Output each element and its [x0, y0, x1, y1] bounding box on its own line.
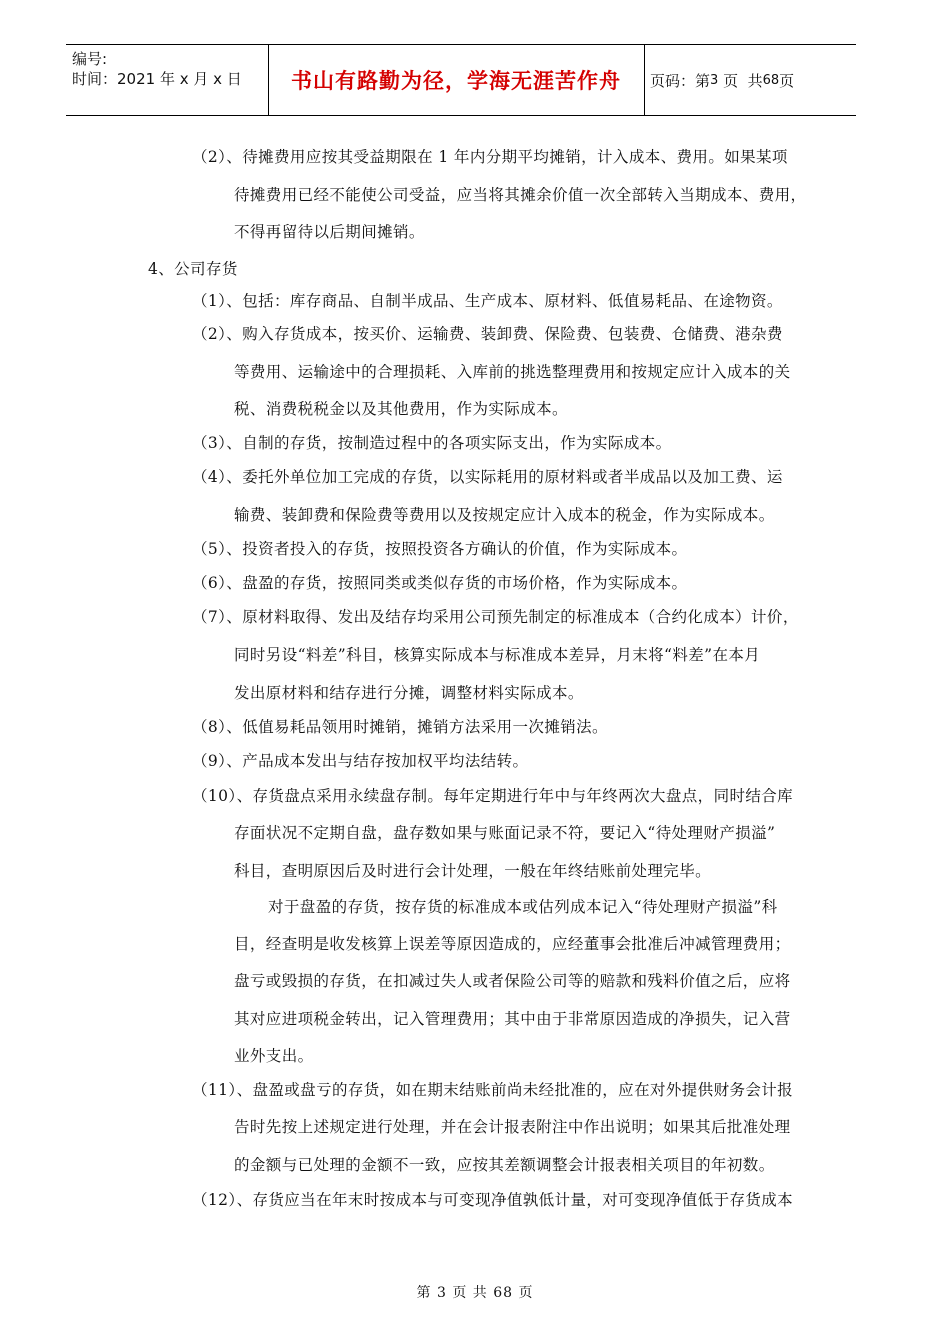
- body-line: （8）、低值易耗品领用时摊销，摊销方法采用一次摊销法。: [192, 718, 608, 736]
- body-line: 目，经查明是收发核算上误差等原因造成的，应经董事会批准后冲减管理费用；: [234, 935, 791, 953]
- body-line: （2）、待摊费用应按其受益期限在 1 年内分期平均摊销，计入成本、费用。如果某项: [192, 148, 788, 166]
- body-line: （1）、包括：库存商品、自制半成品、生产成本、原材料、低值易耗品、在途物资。: [192, 292, 783, 310]
- body-line: 科目，查明原因后及时进行会计处理，一般在年终结账前处理完毕。: [234, 862, 712, 880]
- body-line: 盘亏或毁损的存货，在扣减过失人或者保险公司等的赔款和残料价值之后，应将: [234, 972, 791, 990]
- body-line: （11）、盘盈或盘亏的存货，如在期末结账前尚未经批准的，应在对外提供财务会计报: [192, 1081, 794, 1099]
- page-suffix: 页: [779, 71, 795, 90]
- footer-page-current: 3: [436, 1285, 447, 1301]
- document-time: 时间：2021 年 x 月 x 日: [72, 70, 242, 88]
- header-meta: [72, 49, 242, 89]
- footer-page-total: 68: [493, 1285, 514, 1301]
- page-total: 68: [762, 72, 780, 88]
- body-line: （9）、产品成本发出与结存按加权平均法结转。: [192, 752, 529, 770]
- body-line: 等费用、运输途中的合理损耗、入库前的挑选整理费用和按规定应计入成本的关: [234, 363, 791, 381]
- body-line: 税、消费税税金以及其他费用，作为实际成本。: [234, 400, 568, 418]
- header-motto: 书山有路勤为径，学海无涯苦作舟: [291, 69, 621, 93]
- body-line: 存面状况不定期自盘，盘存数如果与账面记录不符，要记入“待处理财产损溢”: [234, 824, 776, 842]
- body-line: （2）、购入存货成本，按买价、运输费、装卸费、保险费、包装费、仓储费、港杂费: [192, 325, 783, 343]
- body-line: 的金额与已处理的金额不一致，应按其差额调整会计报表相关项目的年初数。: [234, 1156, 775, 1174]
- footer-suffix: 页: [518, 1285, 534, 1301]
- document-number-label: 编号:: [72, 50, 108, 68]
- body-line: 业外支出。: [234, 1047, 314, 1065]
- header-divider: [644, 45, 645, 115]
- body-line: （7）、原材料取得、发出及结存均采用公司预先制定的标准成本（合约化成本）计价，: [192, 608, 799, 626]
- body-line: （3）、自制的存货，按制造过程中的各项实际支出，作为实际成本。: [192, 434, 672, 452]
- body-line: （6）、盘盈的存货，按照同类或类似存货的市场价格，作为实际成本。: [192, 574, 688, 592]
- page-current: 3: [710, 72, 719, 88]
- body-line: 待摊费用已经不能使公司受益，应当将其摊余价值一次全部转入当期成本、费用，: [234, 186, 807, 204]
- section-heading: 4、公司存货: [148, 260, 238, 278]
- header-page-indicator: [650, 45, 794, 115]
- footer-prefix: 第: [416, 1285, 432, 1301]
- footer-mid: 页 共: [452, 1285, 488, 1301]
- page-header: [66, 44, 856, 116]
- page-footer: [0, 1282, 950, 1302]
- body-line: 同时另设“料差”科目，核算实际成本与标准成本差异，月末将“料差”在本月: [234, 646, 761, 664]
- page-prefix: 页码：第: [650, 71, 711, 90]
- body-line: （12）、存货应当在年末时按成本与可变现净值孰低计量，对可变现净值低于存货成本: [192, 1191, 794, 1209]
- body-line: 不得再留待以后期间摊销。: [234, 223, 425, 241]
- body-line: 输费、装卸费和保险费等费用以及按规定应计入成本的税金，作为实际成本。: [234, 506, 775, 524]
- page-mid: 页 共: [723, 71, 763, 90]
- body-line: 对于盘盈的存货，按存货的标准成本或估列成本记入“待处理财产损溢”科: [268, 898, 778, 916]
- body-line: （5）、投资者投入的存货，按照投资各方确认的价值，作为实际成本。: [192, 540, 688, 558]
- body-line: 发出原材料和结存进行分摊，调整材料实际成本。: [234, 684, 584, 702]
- body-line: （10）、存货盘点采用永续盘存制。每年定期进行年中与年终两次大盘点，同时结合库: [192, 787, 794, 805]
- body-line: 其对应进项税金转出，记入管理费用；其中由于非常原因造成的净损失，记入营: [234, 1010, 791, 1028]
- body-line: 告时先按上述规定进行处理，并在会计报表附注中作出说明；如果其后批准处理: [234, 1118, 791, 1136]
- body-line: （4）、委托外单位加工完成的存货，以实际耗用的原材料或者半成品以及加工费、运: [192, 468, 783, 486]
